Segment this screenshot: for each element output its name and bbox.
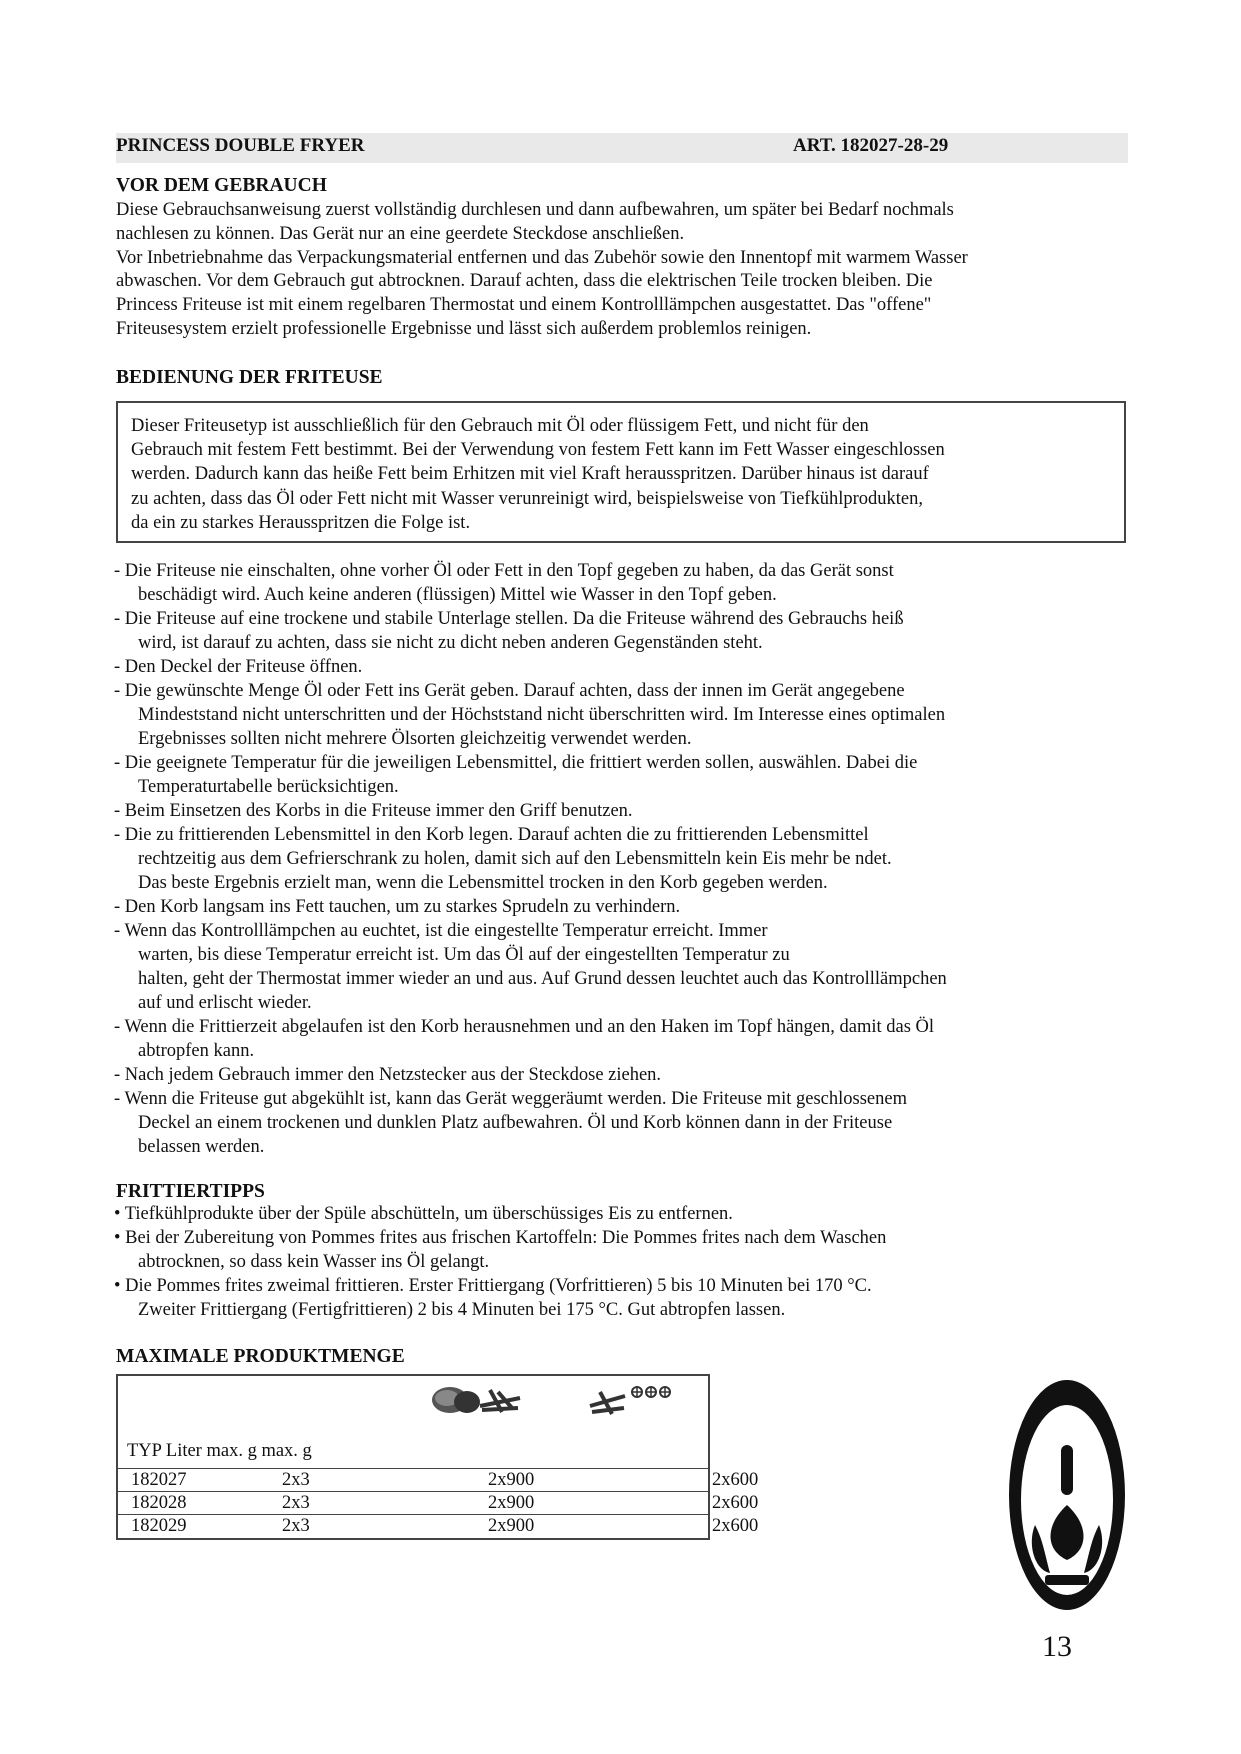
section-heading-frittiertipps: FRITTIERTIPPS xyxy=(116,1181,265,1202)
text-line: Princess Friteuse ist mit einem regelbaren Thermostat und einem Kontrolllämpchen ausgestattet. Das "offene" xyxy=(116,295,932,316)
list-item: - Den Korb langsam ins Fett tauchen, um zu starkes Sprudeln zu verhindern. xyxy=(114,897,681,917)
table-rule xyxy=(116,1468,117,1538)
text-line: werden. Dadurch kann das heiße Fett beim Erhitzen mit viel Kraft herausspritzen. Darüber hinaus ist darauf xyxy=(131,464,929,485)
text-line: abwaschen. Vor dem Gebrauch gut abtrocknen. Darauf achten, dass die elektrischen Teile trocken bleiben. Die xyxy=(116,271,933,292)
document-title: PRINCESS DOUBLE FRYER xyxy=(116,135,365,156)
page: PRINCESS DOUBLE FRYER ART. 182027-28-29 VOR DEM GEBRAUCH Diese Gebrauchsanweisung zuerst vollständig durchlesen und dann aufbewahren, um später bei Bedarf nochmals nachlesen zu können. Das Gerät nur an eine geerdete Steckdose anschließen. Vor Inbetriebnahme das Verpackungsmaterial entfernen und das Zubehör sowie den Innentopf mit warmem Wasser abwaschen. Vor dem Gebrauch gut abtrocknen. Darauf achten, dass die elektrischen Teile trocken bleiben. Die Princess Friteuse ist mit einem regelbaren Thermostat und einem Kontrolllämpchen ausgestattet. Das "offene" Friteusesystem erzielt professionelle Ergebnisse und lässt sich außerdem problemlos reinigen. BEDIENUNG DER FRITEUSE Dieser Friteusetyp ist ausschließlich für den Gebrauch mit Öl oder flüssigem Fett, und nicht für den Gebrauch mit festem Fett bestimmt. Bei der Verwendung von festem Fett kann im Fett Wasser eingeschlossen werden. Dadurch kann das heiße Fett beim Erhitzen mit viel Kraft herausspritzen. Darüber hinaus ist darauf zu achten, dass das Öl oder Fett nicht mit Wasser verunreinigt wird, beispielsweise von Tiefkühlprodukten, da ein zu starkes Herausspritzen die Folge ist. - Die Friteuse nie einschalten, ohne vorher Öl oder Fett in den Topf gegeben zu haben, da das Gerät sonst beschädigt wird. Auch keine anderen (flüssigen) Mittel wie Wasser in den Topf geben. - Die Friteuse auf eine trockene und stabile Unterlage stellen. Da die Friteuse während des Gebrauchs heiß wird, ist darauf zu achten, dass sie nicht zu dicht neben anderen Gegenständen steht. - Den Deckel der Friteuse öffnen. - Die gewünschte Menge Öl oder Fett ins Gerät geben. Darauf achten, dass der innen im Gerät angegebene Mindeststand nicht unterschritten und der Höchststand nicht überschritten wird. Im Interesse eines optimalen Ergebnisses sollten nicht mehrere Ölsorten gleichzeitig verwendet werden. - Die geeignete Temperatur für die jeweiligen Lebensmittel, die frittiert werden sollen, auswählen. Dabei die Temperaturtabelle berücksichtigen. - Beim Einsetzen des Korbs in die Friteuse immer den Griff benutzen. - Die zu frittierenden Lebensmittel in den Korb legen. Darauf achten die zu frittierenden Lebensmittel rechtzeitig aus dem Gefrierschrank zu holen, damit sich auf den Lebensmitteln kein Eis mehr be ndet. Das beste Ergebnis erzielt man, wenn die Lebensmittel trocken in den Korb gegeben werden. - Den Korb langsam ins Fett tauchen, um zu starkes Sprudeln zu verhindern. - Wenn das Kontrolllämpchen au euchtet, ist die eingestellte Temperatur erreicht. Immer warten, bis diese Temperatur erreicht ist. Um das Öl auf der eingestellten Temperatur zu halten, geht der Thermostat immer wieder an und aus. Auf Grund dessen leuchtet auch das Kontrolllämpchen auf und erlischt wieder. - Wenn die Frittierzeit abgelaufen ist den Korb herausnehmen und an den Haken im Topf hängen, damit das Öl abtropfen kann. - Nach jedem Gebrauch immer den Netzstecker aus der Steckdose ziehen. - Wenn die Friteuse gut abgekühlt ist, kann das Gerät weggeräumt werden. Die Friteuse mit geschlossenem Deckel an einem trockenen und dunklen Platz aufbewahren. Öl und Korb können dann in der Friteuse belassen werden. FRITTIERTIPPS • Tiefkühlprodukte über der Spüle abschütteln, um überschüssiges Eis zu entfernen. • Bei der Zubereitung von Pommes frites aus frischen Kartoffeln: Die Pommes frites nach dem Waschen abtrocknen, so dass kein Wasser ins Öl gelangt. • Die Pommes frites zweimal frittieren. Erster Frittiergang (Vorfrittieren) 5 bis 10 Minuten bei 170 °C. Zweiter Frittiergang (Fertigfrittieren) 2 bis 4 Minuten bei 175 °C. Gut abtropfen lassen. MAXIMALE PRODUKTMENGE TYP Liter max. g max. g 182027 2x3 2x900 2x600 182028 2x3 2x900 2x600 182029 2x3 2x900 2x600 13 xyxy=(0,0,1241,1754)
list-item: - Die geeignete Temperatur für die jeweiligen Lebensmittel, die frittiert werden sollen, auswählen. Dabei die Temperaturtabelle berücksichtigen. xyxy=(114,753,918,797)
section-heading-vor-dem-gebrauch: VOR DEM GEBRAUCH xyxy=(116,175,327,196)
table-rule xyxy=(118,1514,710,1515)
list-item: • Bei der Zubereitung von Pommes frites aus frischen Kartoffeln: Die Pommes frites nach dem Waschen abtrocknen, so dass kein Wasser ins Öl gelangt. xyxy=(114,1228,887,1272)
frozen-food-icon xyxy=(590,1387,670,1414)
list-item: - Die Friteuse nie einschalten, ohne vorher Öl oder Fett in den Topf gegeben zu haben, da das Gerät sonst beschädigt wird. Auch keine anderen (flüssigen) Mittel wie Wasser in den Topf geben. xyxy=(114,561,894,605)
article-number: ART. 182027-28-29 xyxy=(793,135,949,156)
list-item: - Wenn das Kontrolllämpchen au euchtet, ist die eingestellte Temperatur erreicht. Immer warten, bis diese Temperatur erreicht ist. Um das Öl auf der eingestellten Temperatur zu halten, geht der Thermostat immer wieder an und aus. Auf Grund dessen leuchtet auch das Kontrolllämpchen auf und erlischt wieder. xyxy=(114,921,947,1013)
fresh-food-icon xyxy=(432,1387,520,1413)
list-item: - Den Deckel der Friteuse öffnen. xyxy=(114,657,363,677)
text-line: Diese Gebrauchsanweisung zuerst vollständig durchlesen und dann aufbewahren, um später bei Bedarf nochmals xyxy=(116,200,954,220)
page-number: 13 xyxy=(1042,1630,1072,1663)
list-item: - Die gewünschte Menge Öl oder Fett ins Gerät geben. Darauf achten, dass der innen im Gerät angegebene Mindeststand nicht unterschritten und der Höchststand nicht überschritten wird. Im Interesse eines optimalen Ergebnisses sollten nicht mehrere Ölsorten gleichzeitig verwendet werden. xyxy=(114,681,946,749)
section-heading-bedienung: BEDIENUNG DER FRITEUSE xyxy=(116,367,383,388)
text-line: nachlesen zu können. Das Gerät nur an eine geerdete Steckdose anschließen. xyxy=(116,223,685,244)
table-rule xyxy=(118,1468,710,1469)
list-item: - Die Friteuse auf eine trockene und stabile Unterlage stellen. Da die Friteuse während des Gebrauchs heiß wird, ist darauf zu achten, dass sie nicht zu dicht neben anderen Gegenständen steht. xyxy=(114,609,904,653)
text-line: zu achten, dass das Öl oder Fett nicht mit Wasser verunreinigt wird, beispielsweise von Tiefkühlprodukten, xyxy=(131,488,923,509)
list-item: - Die zu frittierenden Lebensmittel in den Korb legen. Darauf achten die zu frittierenden Lebensmittel rechtzeitig aus dem Gefrierschrank zu holen, damit sich auf den Lebensmitteln kein Eis mehr be ndet. Das beste Ergebnis erzielt man, wenn die Lebensmittel trocken in den Korb gegeben werden. xyxy=(114,825,892,893)
instruction-list xyxy=(114,559,947,1159)
list-item: - Beim Einsetzen des Korbs in die Friteuse immer den Griff benutzen. xyxy=(114,801,633,821)
princess-logo-icon xyxy=(1005,1375,1130,1615)
section-heading-produktmenge: MAXIMALE PRODUKTMENGE xyxy=(116,1346,405,1367)
list-item: - Nach jedem Gebrauch immer den Netzstecker aus der Steckdose ziehen. xyxy=(114,1065,662,1085)
text-line: Gebrauch mit festem Fett bestimmt. Bei der Verwendung von festem Fett kann im Fett Wasser eingeschlossen xyxy=(131,440,945,461)
tips-list xyxy=(114,1202,886,1322)
text-line: Vor Inbetriebnahme das Verpackungsmaterial entfernen und das Zubehör sowie den Innentopf mit warmem Wasser xyxy=(116,247,968,268)
text-line: Friteusesystem erzielt professionelle Ergebnisse und lässt sich außerdem problemlos reinigen. xyxy=(116,318,812,339)
text-line: Dieser Friteusetyp ist ausschließlich für den Gebrauch mit Öl oder flüssigem Fett, und nicht für den xyxy=(131,416,869,436)
list-item: • Tiefkühlprodukte über der Spüle abschütteln, um überschüssiges Eis zu entfernen. xyxy=(114,1204,733,1224)
list-item: - Wenn die Frittierzeit abgelaufen ist den Korb herausnehmen und an den Haken im Topf hängen, damit das Öl abtropfen kann. xyxy=(114,1017,935,1061)
table-rule xyxy=(118,1491,710,1492)
list-item: • Die Pommes frites zweimal frittieren. Erster Frittiergang (Vorfrittieren) 5 bis 10 Minuten bei 170 °C. Zweiter Frittiergang (Fertigfrittieren) 2 bis 4 Minuten bei 175 °C. Gut abtropfen lassen. xyxy=(114,1276,872,1320)
intro-paragraph xyxy=(116,199,1136,342)
table-header: TYP Liter max. g max. g xyxy=(127,1441,312,1461)
text-line: da ein zu starkes Herausspritzen die Folge ist. xyxy=(131,512,471,533)
warning-text xyxy=(131,414,945,535)
list-item: - Wenn die Friteuse gut abgekühlt ist, kann das Gerät weggeräumt werden. Die Friteuse mit geschlossenem Deckel an einem trockenen und dunklen Platz aufbewahren. Öl und Korb können dann in der Friteuse belassen werden. xyxy=(114,1089,907,1157)
food-icons xyxy=(420,1378,700,1422)
